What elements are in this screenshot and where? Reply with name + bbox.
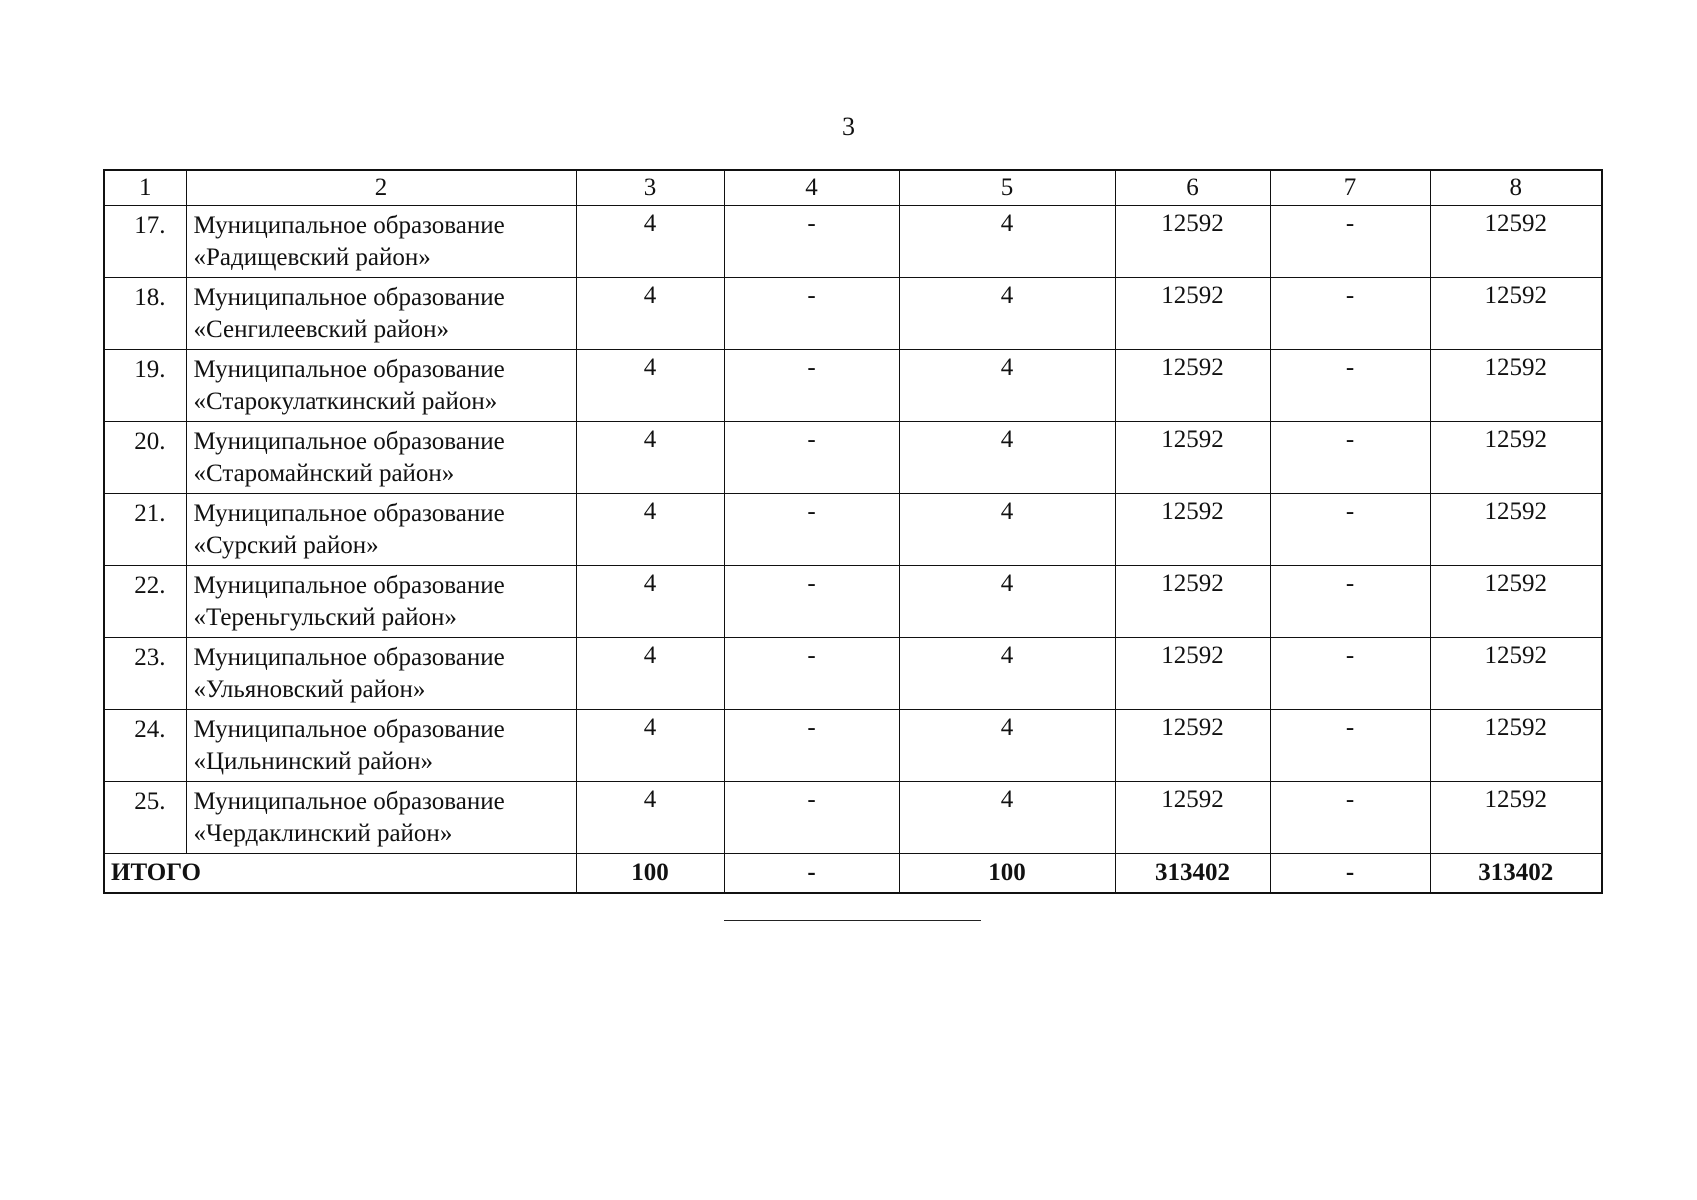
cell-col3: 4 — [576, 422, 724, 494]
cell-col4: - — [724, 422, 899, 494]
cell-col7: - — [1270, 782, 1430, 854]
name-line-2: «Тереньгульский район» — [193, 604, 457, 631]
cell-col6: 12592 — [1115, 638, 1270, 710]
name-line-1: Муниципальное образование — [193, 284, 505, 311]
municipality-name — [186, 422, 576, 494]
cell-col7: - — [1270, 422, 1430, 494]
cell-col6: 12592 — [1115, 278, 1270, 350]
name-line-2: «Сенгилеевский район» — [193, 316, 450, 343]
table-row — [104, 782, 1602, 854]
cell-col7: - — [1270, 494, 1430, 566]
header-cell: 7 — [1270, 170, 1430, 206]
page-number: 3 — [842, 112, 855, 141]
cell-col5: 4 — [899, 422, 1115, 494]
cell-col5: 4 — [899, 566, 1115, 638]
header-cell: 6 — [1115, 170, 1270, 206]
name-line-2: «Ульяновский район» — [193, 676, 426, 703]
header-cell: 2 — [186, 170, 576, 206]
name-line-1: Муниципальное образование — [193, 572, 505, 599]
row-number: 23. — [104, 638, 186, 710]
total-col3: 100 — [576, 854, 724, 894]
cell-col4: - — [724, 206, 899, 278]
name-line-2: «Радищевский район» — [193, 244, 431, 271]
cell-col8: 12592 — [1430, 278, 1602, 350]
cell-col7: - — [1270, 278, 1430, 350]
row-number: 17. — [104, 206, 186, 278]
table-row — [104, 350, 1602, 422]
cell-col5: 4 — [899, 278, 1115, 350]
row-number: 18. — [104, 278, 186, 350]
header-cell: 5 — [899, 170, 1115, 206]
name-line-2: «Цильнинский район» — [193, 748, 434, 775]
municipality-name — [186, 782, 576, 854]
cell-col6: 12592 — [1115, 350, 1270, 422]
cell-col4: - — [724, 782, 899, 854]
cell-col3: 4 — [576, 566, 724, 638]
cell-col5: 4 — [899, 638, 1115, 710]
municipality-name — [186, 206, 576, 278]
cell-col3: 4 — [576, 350, 724, 422]
municipality-name — [186, 638, 576, 710]
municipality-name — [186, 566, 576, 638]
total-row — [104, 854, 1602, 894]
cell-col8: 12592 — [1430, 206, 1602, 278]
cell-col8: 12592 — [1430, 782, 1602, 854]
cell-col4: - — [724, 494, 899, 566]
cell-col4: - — [724, 638, 899, 710]
municipality-name — [186, 350, 576, 422]
cell-col4: - — [724, 278, 899, 350]
header-row — [104, 170, 1602, 206]
closing-rule — [724, 920, 981, 921]
cell-col8: 12592 — [1430, 638, 1602, 710]
name-line-1: Муниципальное образование — [193, 356, 505, 383]
cell-col7: - — [1270, 710, 1430, 782]
table-row — [104, 710, 1602, 782]
cell-col3: 4 — [576, 206, 724, 278]
cell-col6: 12592 — [1115, 206, 1270, 278]
name-line-1: Муниципальное образование — [193, 644, 505, 671]
cell-col6: 12592 — [1115, 782, 1270, 854]
header-cell: 8 — [1430, 170, 1602, 206]
header-cell: 3 — [576, 170, 724, 206]
total-label: ИТОГО — [104, 854, 576, 894]
table-row — [104, 206, 1602, 278]
cell-col4: - — [724, 566, 899, 638]
cell-col5: 4 — [899, 710, 1115, 782]
cell-col7: - — [1270, 566, 1430, 638]
header-cell: 1 — [104, 170, 186, 206]
cell-col7: - — [1270, 206, 1430, 278]
table-body — [104, 170, 1602, 893]
cell-col5: 4 — [899, 350, 1115, 422]
row-number: 22. — [104, 566, 186, 638]
header-cell: 4 — [724, 170, 899, 206]
cell-col6: 12592 — [1115, 566, 1270, 638]
cell-col3: 4 — [576, 494, 724, 566]
cell-col5: 4 — [899, 494, 1115, 566]
row-number: 20. — [104, 422, 186, 494]
cell-col3: 4 — [576, 782, 724, 854]
total-col4: - — [724, 854, 899, 894]
table-row — [104, 638, 1602, 710]
name-line-1: Муниципальное образование — [193, 716, 505, 743]
cell-col3: 4 — [576, 278, 724, 350]
municipality-name — [186, 710, 576, 782]
total-col7: - — [1270, 854, 1430, 894]
name-line-2: «Старокулаткинский район» — [193, 388, 498, 415]
total-col6: 313402 — [1115, 854, 1270, 894]
cell-col8: 12592 — [1430, 350, 1602, 422]
name-line-1: Муниципальное образование — [193, 428, 505, 455]
name-line-2: «Старомайнский район» — [193, 460, 455, 487]
cell-col3: 4 — [576, 710, 724, 782]
cell-col7: - — [1270, 638, 1430, 710]
cell-col3: 4 — [576, 638, 724, 710]
row-number: 25. — [104, 782, 186, 854]
name-line-1: Муниципальное образование — [193, 500, 505, 527]
row-number: 21. — [104, 494, 186, 566]
row-number: 19. — [104, 350, 186, 422]
cell-col8: 12592 — [1430, 494, 1602, 566]
table-row — [104, 278, 1602, 350]
table-row — [104, 422, 1602, 494]
row-number: 24. — [104, 710, 186, 782]
cell-col6: 12592 — [1115, 710, 1270, 782]
data-table — [103, 169, 1603, 894]
cell-col5: 4 — [899, 206, 1115, 278]
cell-col6: 12592 — [1115, 422, 1270, 494]
municipality-name — [186, 278, 576, 350]
name-line-1: Муниципальное образование — [193, 788, 505, 815]
cell-col8: 12592 — [1430, 566, 1602, 638]
cell-col7: - — [1270, 350, 1430, 422]
table-row — [104, 494, 1602, 566]
name-line-2: «Сурский район» — [193, 532, 379, 559]
cell-col4: - — [724, 350, 899, 422]
cell-col5: 4 — [899, 782, 1115, 854]
total-col5: 100 — [899, 854, 1115, 894]
cell-col8: 12592 — [1430, 422, 1602, 494]
cell-col8: 12592 — [1430, 710, 1602, 782]
cell-col4: - — [724, 710, 899, 782]
name-line-2: «Чердаклинский район» — [193, 820, 453, 847]
cell-col6: 12592 — [1115, 494, 1270, 566]
table-row — [104, 566, 1602, 638]
name-line-1: Муниципальное образование — [193, 212, 505, 239]
municipality-name — [186, 494, 576, 566]
total-col8: 313402 — [1430, 854, 1602, 894]
